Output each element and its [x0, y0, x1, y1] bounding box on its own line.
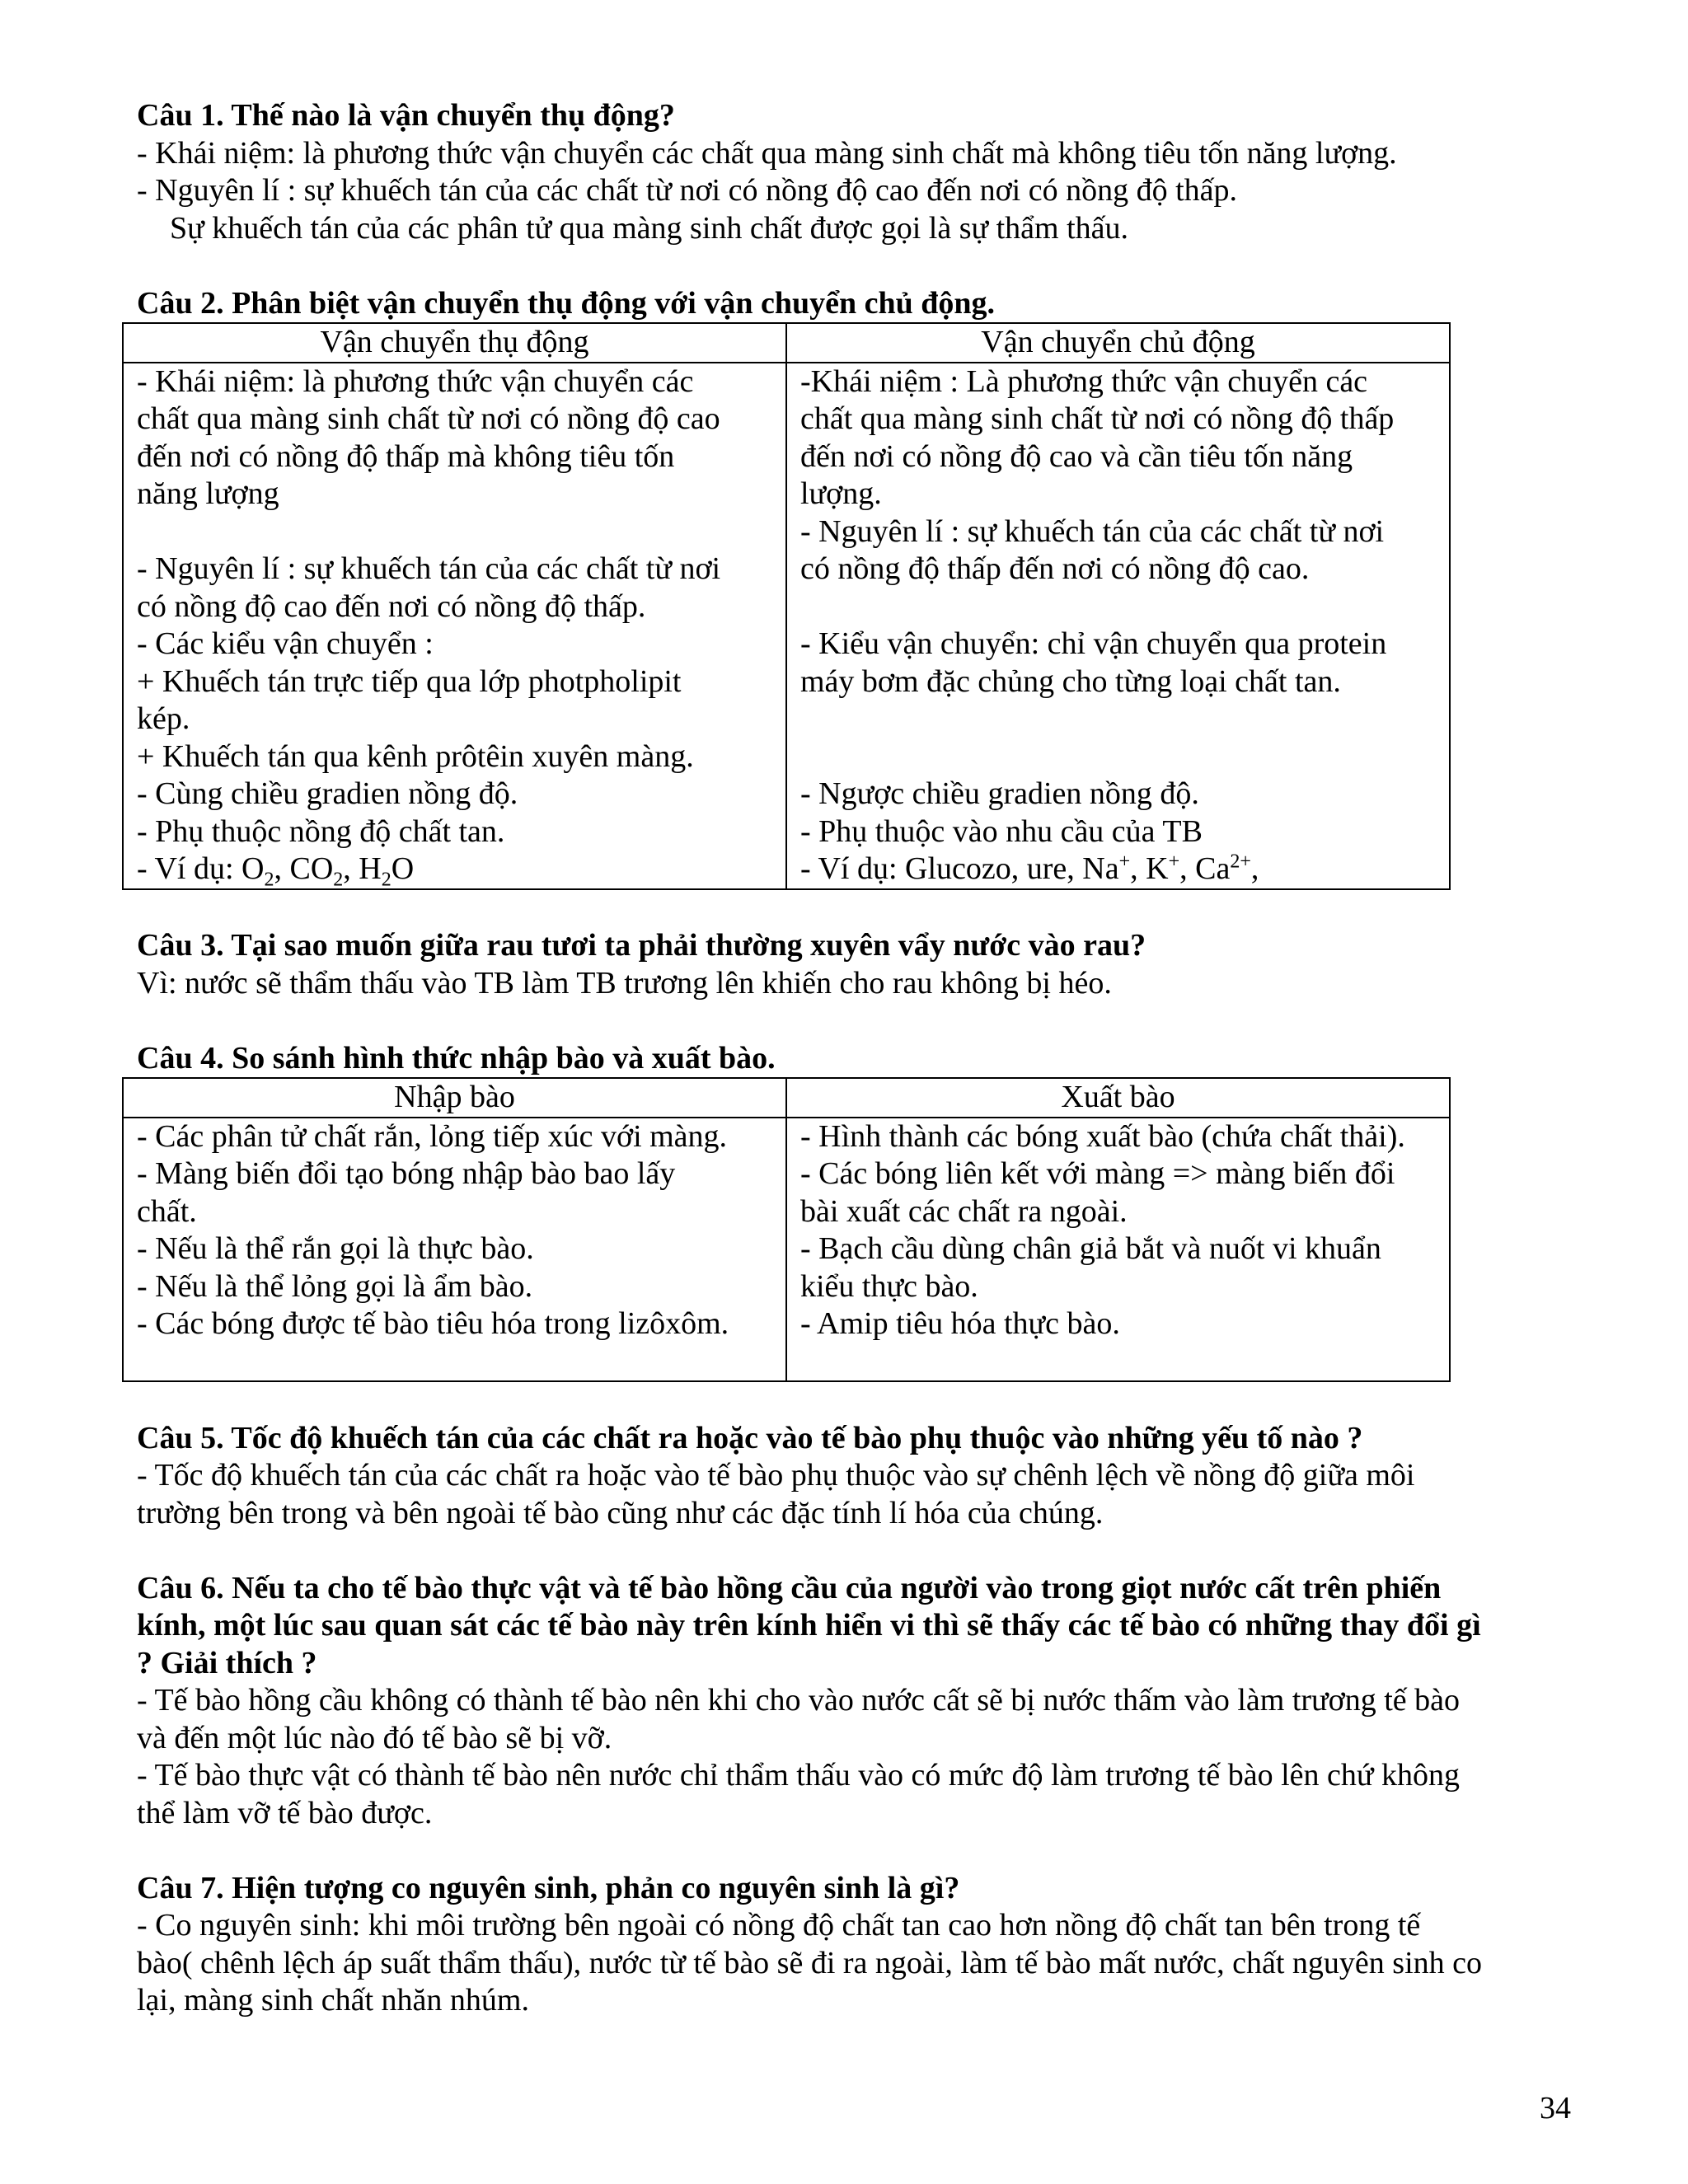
subscript: 2: [381, 869, 392, 891]
question-2: [137, 285, 1587, 890]
question-6-line: và đến một lúc nào đó tế bào sẽ bị vỡ.: [137, 1720, 612, 1755]
cell-line: - Các bóng được tế bào tiêu hóa trong lizôxôm.: [137, 1306, 729, 1341]
table-header-cell: Vận chuyển chủ động: [786, 323, 1450, 363]
exocytosis-cell: [786, 1118, 1450, 1382]
table-header-row: [123, 1078, 1450, 1118]
cell-line: - Màng biến đổi tạo bóng nhập bào bao lấy: [137, 1156, 676, 1191]
cell-line: kép.: [137, 701, 190, 736]
cell-line: - Nguyên lí : sự khuếch tán của các chất từ nơi: [137, 551, 721, 586]
question-7-line: bào( chênh lệch áp suất thẩm thấu), nước từ tế bào sẽ đi ra ngoài, làm tế bào mất nước, chất nguyên sinh co: [137, 1945, 1483, 1980]
question-5-line: - Tốc độ khuếch tán của các chất ra hoặc vào tế bào phụ thuộc vào sự chênh lệch về nồng độ giữa môi: [137, 1458, 1415, 1493]
cell-line: [800, 701, 1436, 738]
question-6-title: kính, một lúc sau quan sát các tế bào này trên kính hiển vi thì sẽ thấy các tế bào có những thay đổi gì: [137, 1608, 1481, 1643]
endocytosis-exocytosis-table: [122, 1077, 1451, 1382]
superscript: 2+: [1230, 851, 1251, 873]
cell-line: năng lượng: [137, 476, 279, 511]
cell-line: - Các phân tử chất rắn, lỏng tiếp xúc với màng.: [137, 1118, 728, 1154]
cell-line: - Các kiểu vận chuyển :: [137, 626, 434, 661]
question-7-line: lại, màng sinh chất nhăn nhúm.: [137, 1983, 529, 2018]
table-header-cell: Xuất bào: [786, 1078, 1450, 1118]
question-6-title: ? Giải thích ?: [137, 1645, 317, 1680]
question-4: [137, 1040, 1587, 1383]
cell-line: - Nếu là thể lỏng gọi là ẩm bào.: [137, 1268, 533, 1304]
cell-line: đến nơi có nồng độ cao và cần tiêu tốn năng: [800, 438, 1353, 474]
cell-line: - Ngược chiều gradien nồng độ.: [800, 776, 1199, 811]
cell-line: - Khái niệm: là phương thức vận chuyển các: [137, 363, 694, 399]
question-6-line: - Tế bào thực vật có thành tế bào nên nước chỉ thẩm thấu vào có mức độ làm trương tế bào lên chứ không: [137, 1758, 1460, 1793]
question-7-title: Câu 7. Hiện tượng co nguyên sinh, phản co nguyên sinh là gì?: [137, 1870, 960, 1905]
question-6-line: thể làm vỡ tế bào được.: [137, 1795, 433, 1830]
cell-line: -Khái niệm : Là phương thức vận chuyển các: [800, 363, 1368, 399]
cell-line: - Phụ thuộc nồng độ chất tan.: [137, 813, 505, 849]
transport-comparison-table: [122, 322, 1451, 890]
cell-line: chất qua màng sinh chất từ nơi có nồng độ thấp: [800, 401, 1395, 436]
table-row: [123, 363, 1450, 889]
cell-line: máy bơm đặc chủng cho từng loại chất tan.: [800, 663, 1341, 699]
cell-line: - Hình thành các bóng xuất bào (chứa chất thải).: [800, 1118, 1405, 1154]
example-text: , Ca: [1179, 851, 1231, 886]
question-5-title: Câu 5. Tốc độ khuếch tán của các chất ra hoặc vào tế bào phụ thuộc vào những yếu tố nào ?: [137, 1420, 1363, 1455]
cell-line: - Nguyên lí : sự khuếch tán của các chất từ nơi: [800, 513, 1385, 549]
example-text: , K: [1130, 851, 1169, 886]
example-line: [137, 851, 772, 891]
cell-line: - Amip tiêu hóa thực bào.: [800, 1306, 1120, 1341]
question-3-line: Vì: nước sẽ thẩm thấu vào TB làm TB trương lên khiến cho rau không bị héo.: [137, 965, 1112, 1001]
question-1-line: - Khái niệm: là phương thức vận chuyển các chất qua màng sinh chất mà không tiêu tốn năng lượng.: [137, 135, 1397, 171]
table-header-row: [123, 323, 1450, 363]
table-header-cell: Vận chuyển thụ động: [123, 323, 786, 363]
question-6: [137, 1570, 1587, 1833]
example-text: O: [391, 851, 415, 886]
question-7: [137, 1870, 1587, 2020]
cell-line: - Kiểu vận chuyển: chỉ vận chuyển qua protein: [800, 626, 1387, 661]
question-6-title: Câu 6. Nếu ta cho tế bào thực vật và tế bào hồng cầu của người vào trong giọt nước cất trên phiến: [137, 1570, 1442, 1605]
cell-line: bài xuất các chất ra ngoài.: [800, 1193, 1128, 1229]
cell-line: [800, 588, 1436, 626]
cell-line: lượng.: [800, 476, 882, 511]
cell-line: chất qua màng sinh chất từ nơi có nồng độ cao: [137, 401, 720, 436]
cell-line: chất.: [137, 1193, 197, 1229]
cell-line: có nồng độ thấp đến nơi có nồng độ cao.: [800, 551, 1310, 586]
example-text: - Ví dụ: Glucozo, ure, Na: [800, 851, 1119, 886]
cell-line: - Nếu là thể rắn gọi là thực bào.: [137, 1231, 534, 1266]
cell-line: - Bạch cầu dùng chân giả bắt và nuốt vi khuẩn: [800, 1231, 1381, 1266]
question-3-title: Câu 3. Tại sao muốn giữa rau tươi ta phải thường xuyên vẩy nước vào rau?: [137, 928, 1146, 963]
active-transport-cell: [786, 363, 1450, 889]
question-3: [137, 927, 1587, 1002]
subscript: 2: [333, 869, 344, 891]
cell-line: đến nơi có nồng độ thấp mà không tiêu tốn: [137, 438, 675, 474]
cell-line: - Cùng chiều gradien nồng độ.: [137, 776, 518, 811]
superscript: +: [1168, 851, 1180, 873]
cell-line: + Khuếch tán trực tiếp qua lớp photpholipit: [137, 663, 682, 699]
document-page: [137, 97, 1587, 2020]
question-1-title: Câu 1. Thế nào là vận chuyển thụ động?: [137, 98, 675, 133]
cell-line: - Các bóng liên kết với màng => màng biến đổi: [800, 1156, 1395, 1191]
example-text: , H: [343, 851, 382, 886]
question-1-line: Sự khuếch tán của các phân tử qua màng sinh chất được gọi là sự thẩm thấu.: [170, 210, 1128, 246]
example-text: ,: [1250, 851, 1259, 886]
question-5: [137, 1420, 1587, 1533]
cell-line: - Phụ thuộc vào nhu cầu của TB: [800, 813, 1203, 849]
cell-line: [137, 513, 772, 551]
question-1-line: - Nguyên lí : sự khuếch tán của các chất từ nơi có nồng độ cao đến nơi có nồng độ thấp.: [137, 173, 1238, 208]
superscript: +: [1118, 851, 1131, 873]
question-1: [137, 97, 1587, 247]
cell-line: kiểu thực bào.: [800, 1268, 978, 1304]
question-5-line: trường bên trong và bên ngoài tế bào cũng như các đặc tính lí hóa của chúng.: [137, 1495, 1104, 1530]
cell-line: [137, 1343, 772, 1381]
endocytosis-cell: [123, 1118, 786, 1382]
example-text: - Ví dụ: O: [137, 851, 265, 886]
cell-line: + Khuếch tán qua kênh prôtêin xuyên màng.: [137, 738, 694, 774]
question-4-title: Câu 4. So sánh hình thức nhập bào và xuất bào.: [137, 1040, 776, 1076]
example-line: [800, 851, 1436, 888]
example-text: , CO: [274, 851, 334, 886]
subscript: 2: [264, 869, 274, 891]
table-row: [123, 1118, 1450, 1382]
table-header-cell: Nhập bào: [123, 1078, 786, 1118]
passive-transport-cell: [123, 363, 786, 889]
question-7-line: - Co nguyên sinh: khi môi trường bên ngoài có nồng độ chất tan cao hơn nồng độ chất tan bên trong tế: [137, 1908, 1421, 1943]
cell-line: có nồng độ cao đến nơi có nồng độ thấp.: [137, 588, 646, 624]
cell-line: [800, 738, 1436, 776]
question-2-title: Câu 2. Phân biệt vận chuyển thụ động với vận chuyển chủ động.: [137, 285, 995, 321]
question-6-line: - Tế bào hồng cầu không có thành tế bào nên khi cho vào nước cất sẽ bị nước thấm vào làm trương tế bào: [137, 1683, 1461, 1718]
page-number: 34: [1540, 2091, 1571, 2125]
